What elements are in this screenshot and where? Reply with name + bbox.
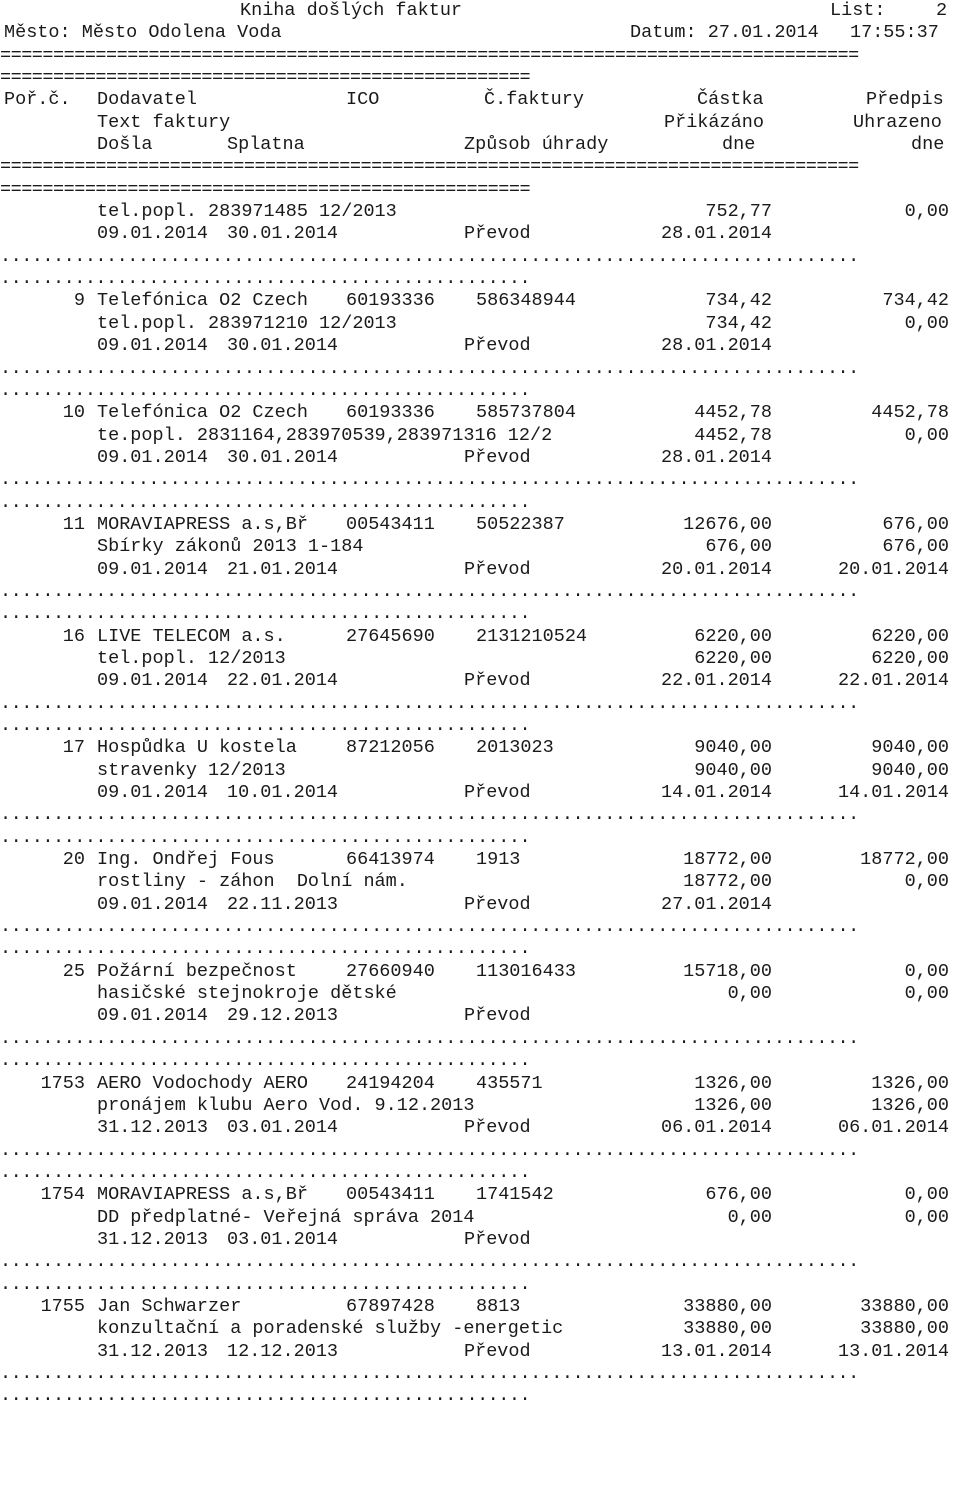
col-dosla: Došla	[97, 134, 153, 156]
record-line-2	[0, 1207, 960, 1229]
record-line-3	[0, 1005, 960, 1027]
record-dodavatel: Telefónica O2 Czech	[97, 402, 308, 424]
rule-dots-short: ..................................................	[0, 938, 531, 960]
record-uhrazeno: 33880,00	[860, 1318, 949, 1340]
record-line-3	[0, 894, 960, 916]
record-splatna: 03.01.2014	[227, 1228, 339, 1250]
partial-record-line-3	[0, 223, 960, 245]
record-faktura: 586348944	[476, 290, 576, 312]
col-dne-2: dne	[911, 134, 945, 156]
record-uhrazeno: 0,00	[904, 1206, 949, 1228]
rule-dots-full: .................................................................................	[0, 692, 859, 714]
record-uhrazeno: 0,00	[904, 312, 949, 334]
record-predpis: 18772,00	[860, 849, 949, 871]
record-number: 16	[62, 625, 85, 647]
record-dne-1: 14.01.2014	[660, 782, 772, 804]
record-ico: 66413974	[346, 849, 435, 871]
record-dosla: 09.01.2014	[97, 223, 209, 245]
record-prikazano: 4452,78	[694, 424, 772, 446]
report-title: Kniha došlých faktur	[240, 0, 463, 21]
col-zpusob-uhrady: Způsob úhrady	[464, 134, 609, 156]
record-zpusob: Převod	[464, 446, 531, 468]
record-number: 9	[73, 290, 85, 312]
col-predpis: Předpis	[866, 89, 944, 111]
record-line-2	[0, 760, 960, 782]
record-number: 11	[62, 513, 85, 535]
record-dne-1: 28.01.2014	[660, 223, 772, 245]
record-uhrazeno: 0,00	[904, 983, 949, 1005]
record-dne-2: 20.01.2014	[837, 558, 949, 580]
rule-dots-full: .................................................................................	[0, 357, 859, 379]
record-castka: 1326,00	[694, 1072, 772, 1094]
record-line-2	[0, 536, 960, 558]
record-zpusob: Převod	[464, 670, 531, 692]
rule-dots-full: .................................................................................	[0, 916, 859, 938]
col-prikazano: Přikázáno	[664, 111, 764, 133]
rule-dots-short: ..................................................	[0, 1385, 531, 1407]
record-text: stravenky 12/2013	[97, 759, 286, 781]
record-text: hasičské stejnokroje dětské	[97, 983, 397, 1005]
record-dne-2: 06.01.2014	[837, 1117, 949, 1139]
record-text: DD předplatné- Veřejná správa 2014	[97, 1206, 475, 1228]
record-zpusob: Převod	[464, 782, 531, 804]
record-predpis: 1326,00	[871, 1072, 949, 1094]
record-predpis: 6220,00	[871, 625, 949, 647]
record-line-1	[0, 1184, 960, 1206]
record-prikazano: 6220,00	[694, 647, 772, 669]
rule-dots-full: .................................................................................	[0, 469, 859, 491]
record-ico: 00543411	[346, 513, 435, 535]
record-splatna: 30.01.2014	[227, 335, 339, 357]
record-dosla: 09.01.2014	[97, 893, 209, 915]
record-dosla: 31.12.2013	[97, 1340, 209, 1362]
col-castka: Částka	[697, 89, 764, 111]
record-castka: 33880,00	[683, 1295, 772, 1317]
record-text: tel.popl. 283971210 12/2013	[97, 312, 397, 334]
record-line-2	[0, 983, 960, 1005]
record-dosla: 09.01.2014	[97, 670, 209, 692]
record-dne-1: 13.01.2014	[660, 1340, 772, 1362]
records-list	[0, 290, 960, 1407]
record-splatna: 29.12.2013	[227, 1005, 339, 1027]
record-dodavatel: LIVE TELECOM a.s.	[97, 625, 286, 647]
record-predpis: 0,00	[904, 960, 949, 982]
record-line-2	[0, 313, 960, 335]
rule-dots-full: .................................................................................	[0, 1139, 859, 1161]
record-dne-1: 28.01.2014	[660, 335, 772, 357]
record-splatna: 21.01.2014	[227, 558, 339, 580]
record-line-3	[0, 1229, 960, 1251]
record-faktura: 585737804	[476, 402, 576, 424]
record-text: pronájem klubu Aero Vod. 9.12.2013	[97, 1094, 475, 1116]
record-line-2	[0, 648, 960, 670]
record-castka: 15718,00	[683, 960, 772, 982]
record-uhrazeno: 9040,00	[871, 759, 949, 781]
record-splatna: 22.11.2013	[227, 893, 339, 915]
record-faktura: 8813	[476, 1295, 521, 1317]
city-label: Město: Město Odolena Voda	[4, 22, 282, 44]
record-line-1	[0, 1073, 960, 1095]
record-castka: 18772,00	[683, 849, 772, 871]
record-dne-1: 27.01.2014	[660, 893, 772, 915]
record-uhrazeno: 1326,00	[871, 1094, 949, 1116]
rule-dots-short: ..................................................	[0, 268, 531, 290]
record-line-3	[0, 559, 960, 581]
rule-dots-short: ..................................................	[0, 603, 531, 625]
record-prikazano: 0,00	[727, 983, 772, 1005]
record-line-3	[0, 1341, 960, 1363]
record-dodavatel: Požární bezpečnost	[97, 960, 297, 982]
record-number: 1754	[40, 1184, 85, 1206]
record-line-1	[0, 290, 960, 312]
record-number: 25	[62, 960, 85, 982]
record-dosla: 09.01.2014	[97, 335, 209, 357]
record-uhrazeno: 676,00	[882, 536, 949, 558]
record-zpusob: Převod	[464, 1005, 531, 1027]
column-header-row-1	[0, 89, 960, 111]
record-line-3	[0, 335, 960, 357]
record-line-3	[0, 670, 960, 692]
rule-dots-short: ..................................................	[0, 1161, 531, 1183]
record-dne-2: 22.01.2014	[837, 670, 949, 692]
record-prikazano: 0,00	[727, 1206, 772, 1228]
record-zpusob: Převod	[464, 1117, 531, 1139]
record-number: 1753	[40, 1072, 85, 1094]
record-splatna: 12.12.2013	[227, 1340, 339, 1362]
record-uhrazeno: 0,00	[904, 201, 949, 223]
record-zpusob: Převod	[464, 223, 531, 245]
record-faktura: 50522387	[476, 513, 565, 535]
rule-double-full: =================================================================================	[0, 44, 859, 66]
column-header-row-3	[0, 134, 960, 156]
record-dosla: 09.01.2014	[97, 782, 209, 804]
page-number: 2	[936, 0, 948, 21]
record-prikazano: 752,77	[705, 201, 772, 223]
record-line-3	[0, 782, 960, 804]
record-dodavatel: Telefónica O2 Czech	[97, 290, 308, 312]
record-dosla: 31.12.2013	[97, 1117, 209, 1139]
record-ico: 67897428	[346, 1295, 435, 1317]
record-ico: 00543411	[346, 1184, 435, 1206]
record-predpis: 734,42	[882, 290, 949, 312]
col-por-c: Poř.č.	[4, 89, 71, 111]
rule-dots-full: .................................................................................	[0, 1362, 859, 1384]
record-ico: 60193336	[346, 290, 435, 312]
record-prikazano: 33880,00	[683, 1318, 772, 1340]
record-line-1	[0, 849, 960, 871]
record-castka: 676,00	[705, 1184, 772, 1206]
record-zpusob: Převod	[464, 558, 531, 580]
record-prikazano: 9040,00	[694, 759, 772, 781]
record-splatna: 30.01.2014	[227, 446, 339, 468]
record-line-1	[0, 737, 960, 759]
record-line-2	[0, 1318, 960, 1340]
record-number: 10	[62, 402, 85, 424]
record-zpusob: Převod	[464, 893, 531, 915]
record-number: 1755	[40, 1295, 85, 1317]
record-line-2	[0, 425, 960, 447]
page-label: List:	[830, 0, 886, 21]
record-dosla: 09.01.2014	[97, 1005, 209, 1027]
record-uhrazeno: 0,00	[904, 424, 949, 446]
record-uhrazeno: 0,00	[904, 871, 949, 893]
record-ico: 60193336	[346, 402, 435, 424]
record-dne-1: 06.01.2014	[660, 1117, 772, 1139]
record-line-1	[0, 961, 960, 983]
rule-dots-short: ..................................................	[0, 715, 531, 736]
record-line-1	[0, 626, 960, 648]
record-ico: 87212056	[346, 737, 435, 759]
record-dne-1: 20.01.2014	[660, 558, 772, 580]
record-predpis: 4452,78	[871, 402, 949, 424]
record-castka: 9040,00	[694, 737, 772, 759]
record-splatna: 30.01.2014	[227, 223, 339, 245]
report-time: 17:55:37	[850, 22, 939, 44]
record-splatna: 22.01.2014	[227, 670, 339, 692]
report-header-line-2	[0, 22, 960, 44]
record-prikazano: 1326,00	[694, 1094, 772, 1116]
column-header-row-2	[0, 112, 960, 134]
record-ico: 24194204	[346, 1072, 435, 1094]
rule-dots-short: ..................................................	[0, 1050, 531, 1072]
rule-dots-full: .................................................................................	[0, 804, 859, 826]
col-text-faktury: Text faktury	[97, 111, 231, 133]
record-zpusob: Převod	[464, 1340, 531, 1362]
record-dodavatel: MORAVIAPRESS a.s,Bř	[97, 513, 308, 535]
record-line-2	[0, 1095, 960, 1117]
rule-dots-short: ..................................................	[0, 379, 531, 401]
record-text: konzultační a poradenské služby -energetic	[97, 1318, 564, 1340]
record-zpusob: Převod	[464, 1228, 531, 1250]
record-splatna: 10.01.2014	[227, 782, 339, 804]
rule-dots-full: .................................................................................	[0, 245, 859, 267]
record-dodavatel: Jan Schwarzer	[97, 1295, 242, 1317]
record-text: rostliny - záhon Dolní nám.	[97, 871, 408, 893]
col-dne-1: dne	[722, 134, 756, 156]
record-castka: 734,42	[705, 290, 772, 312]
record-line-1	[0, 1296, 960, 1318]
rule-dots-short: ..................................................	[0, 491, 531, 513]
record-dne-1: 22.01.2014	[660, 670, 772, 692]
record-text: te.popl. 2831164,283970539,283971316 12/2	[97, 424, 553, 446]
record-dne-2: 14.01.2014	[837, 782, 949, 804]
record-dodavatel: AERO Vodochody AERO	[97, 1072, 308, 1094]
record-ico: 27645690	[346, 625, 435, 647]
record-castka: 4452,78	[694, 402, 772, 424]
record-prikazano: 734,42	[705, 312, 772, 334]
rule-double-short: ==================================================	[0, 67, 531, 89]
record-faktura: 1741542	[476, 1184, 554, 1206]
rule-double-short: ==================================================	[0, 178, 531, 200]
record-line-2	[0, 871, 960, 893]
col-ico: ICO	[346, 89, 380, 111]
record-faktura: 113016433	[476, 960, 576, 982]
record-line-1	[0, 402, 960, 424]
rule-dots-full: .................................................................................	[0, 1027, 859, 1049]
col-uhrazeno: Uhrazeno	[853, 111, 942, 133]
record-dodavatel: Hospůdka U kostela	[97, 737, 297, 759]
record-line-3	[0, 447, 960, 469]
record-splatna: 03.01.2014	[227, 1117, 339, 1139]
rule-dots-short: ..................................................	[0, 1273, 531, 1295]
record-ico: 27660940	[346, 960, 435, 982]
record-predpis: 676,00	[882, 513, 949, 535]
record-predpis: 33880,00	[860, 1295, 949, 1317]
record-castka: 6220,00	[694, 625, 772, 647]
record-zpusob: Převod	[464, 335, 531, 357]
col-splatna: Splatna	[227, 134, 305, 156]
rule-double-full: =================================================================================	[0, 156, 859, 178]
report-date: Datum: 27.01.2014	[630, 22, 819, 44]
record-faktura: 1913	[476, 849, 521, 871]
record-dosla: 31.12.2013	[97, 1228, 209, 1250]
partial-record-line-2	[0, 201, 960, 223]
record-prikazano: 18772,00	[683, 871, 772, 893]
record-dosla: 09.01.2014	[97, 446, 209, 468]
record-predpis: 0,00	[904, 1184, 949, 1206]
record-number: 20	[62, 849, 85, 871]
record-prikazano: 676,00	[705, 536, 772, 558]
record-text: tel.popl. 12/2013	[97, 647, 286, 669]
record-dodavatel: MORAVIAPRESS a.s,Bř	[97, 1184, 308, 1206]
report-header-line-1	[0, 0, 960, 22]
rule-dots-short: ..................................................	[0, 826, 531, 848]
record-dne-1: 28.01.2014	[660, 446, 772, 468]
col-faktura: Č.faktury	[484, 89, 584, 111]
record-dodavatel: Ing. Ondřej Fous	[97, 849, 275, 871]
record-text: Sbírky zákonů 2013 1-184	[97, 536, 364, 558]
rule-dots-full: .................................................................................	[0, 1251, 859, 1273]
record-castka: 12676,00	[683, 513, 772, 535]
record-faktura: 2013023	[476, 737, 554, 759]
record-dosla: 09.01.2014	[97, 558, 209, 580]
record-number: 17	[62, 737, 85, 759]
record-predpis: 9040,00	[871, 737, 949, 759]
col-dodavatel: Dodavatel	[97, 89, 197, 111]
record-faktura: 2131210524	[476, 625, 588, 647]
record-dne-2: 13.01.2014	[837, 1340, 949, 1362]
record-uhrazeno: 6220,00	[871, 647, 949, 669]
rule-dots-full: .................................................................................	[0, 580, 859, 602]
record-line-3	[0, 1117, 960, 1139]
record-line-1	[0, 514, 960, 536]
record-text: tel.popl. 283971485 12/2013	[97, 201, 397, 223]
record-faktura: 435571	[476, 1072, 543, 1094]
